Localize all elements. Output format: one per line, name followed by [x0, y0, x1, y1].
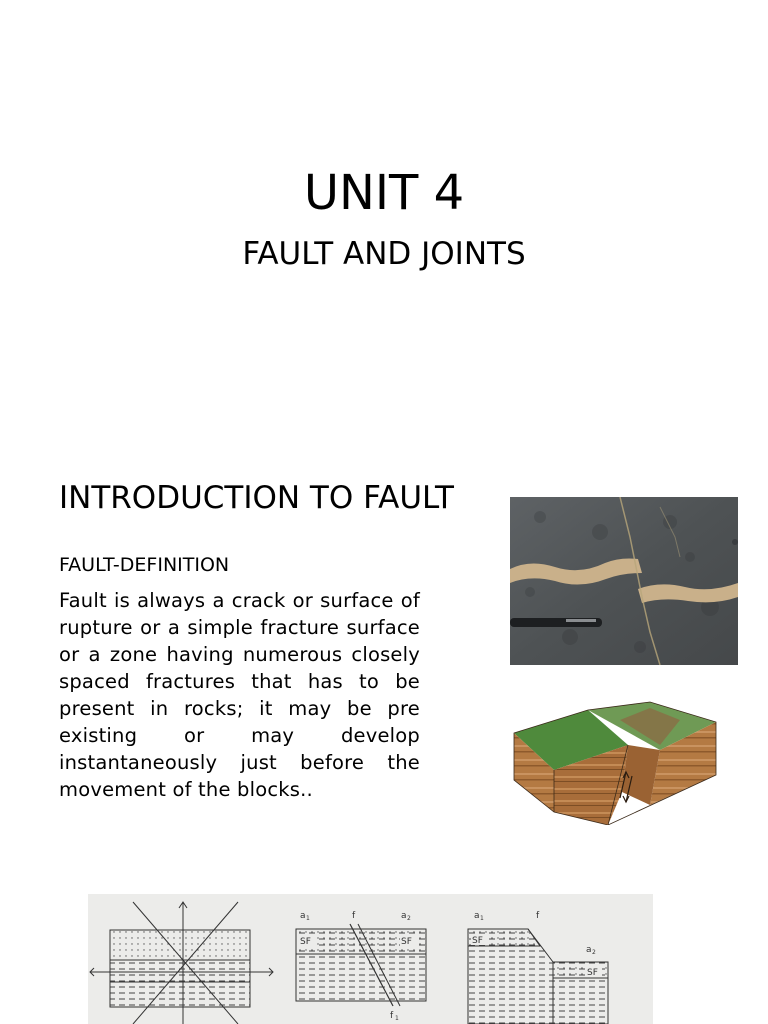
- stress-sketch: [90, 902, 273, 1024]
- fault-sketches-figure: [88, 894, 653, 1024]
- definition-paragraph: Fault is always a crack or surface of rupture or a simple fracture surface or a zone having numerous closely spaced fractures that has to be present in rocks; it may be pre existing or may develop instantaneously just before the movement of the blocks..: [59, 589, 420, 801]
- sf-label-3: SF: [472, 936, 483, 946]
- f-label-2: f: [536, 911, 540, 921]
- a1-label-2: a: [474, 911, 480, 921]
- fault-block-diagram: [510, 700, 720, 825]
- section-heading: INTRODUCTION TO FAULT: [59, 480, 454, 516]
- sf-label-4: SF: [587, 968, 598, 978]
- displaced-blocks-sketch: [468, 911, 608, 1024]
- fault-rock-photo: [510, 497, 738, 665]
- a1-sub-2: 1: [480, 915, 484, 922]
- f-label: f: [352, 911, 356, 921]
- unit-subtitle: FAULT AND JOINTS: [242, 236, 526, 272]
- a2-sub-2: 2: [592, 949, 596, 956]
- a2-label-2: a: [586, 945, 592, 955]
- a2-sub: 2: [407, 915, 411, 922]
- a1-label: a: [300, 911, 306, 921]
- a2-label: a: [401, 911, 407, 921]
- f1-sub: 1: [395, 1015, 399, 1022]
- definition-heading: FAULT-DEFINITION: [59, 554, 230, 576]
- f1-label: f: [390, 1011, 394, 1021]
- sf-label-1: SF: [300, 937, 311, 947]
- unit-title: UNIT 4: [303, 165, 465, 221]
- sf-label-2: SF: [401, 937, 412, 947]
- a1-sub: 1: [306, 915, 310, 922]
- fault-zone-sketch: [296, 911, 426, 1022]
